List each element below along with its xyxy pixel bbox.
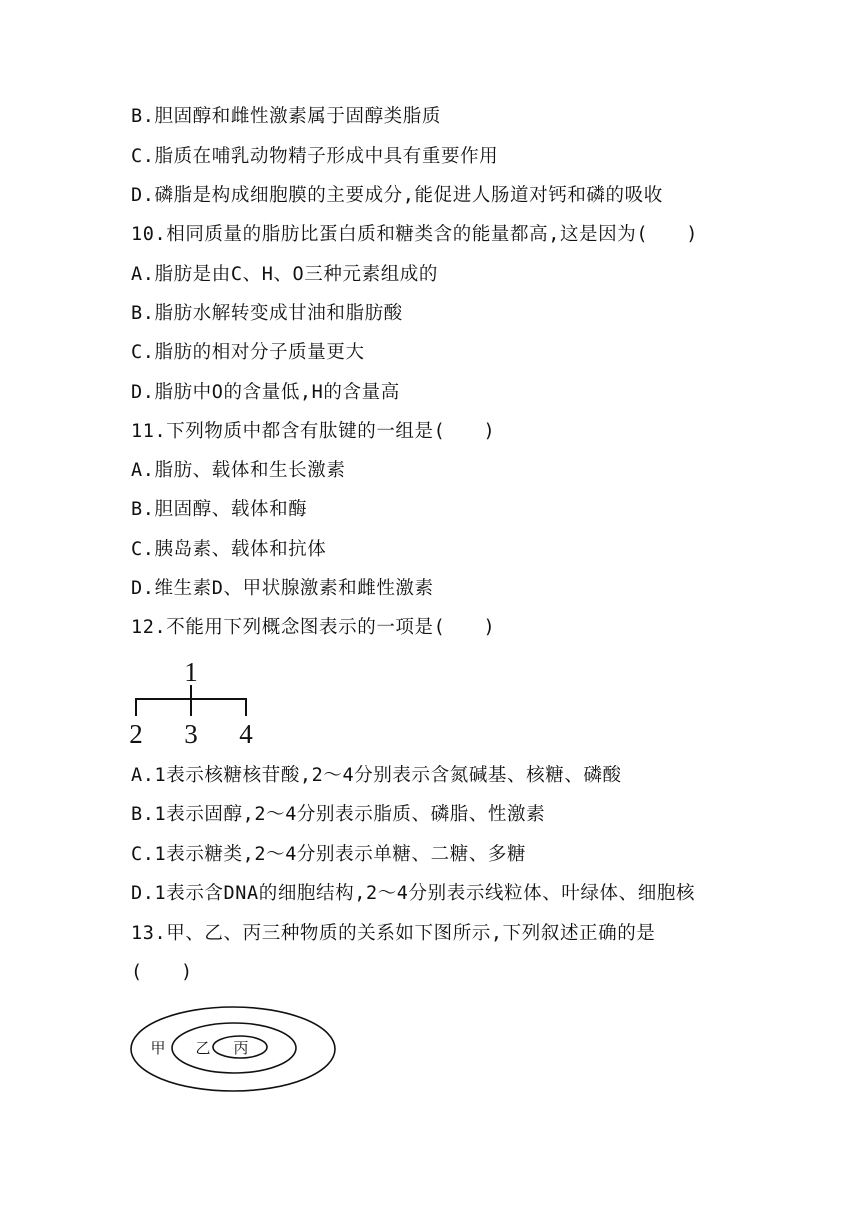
- tree-node-child-1: 2: [129, 719, 143, 749]
- q10-stem: 10.相同质量的脂肪比蛋白质和糖类含的能量都高,这是因为( ): [131, 224, 699, 245]
- q11-option-b: B.胆固醇、载体和酶: [131, 499, 308, 520]
- q9-option-b: B.胆固醇和雌性激素属于固醇类脂质: [131, 106, 441, 127]
- tree-node-top: 1: [184, 657, 198, 687]
- tree-node-child-3: 4: [239, 719, 253, 749]
- q9-option-c: C.脂质在哺乳动物精子形成中具有重要作用: [131, 146, 499, 167]
- q11-option-d: D.维生素D、甲状腺激素和雌性激素: [131, 578, 434, 599]
- q12-option-c: C.1表示糖类,2～4分别表示单糖、二糖、多糖: [131, 844, 527, 865]
- ellipse-label-outer: 甲: [150, 1039, 166, 1057]
- q10-option-c: C.脂肪的相对分子质量更大: [131, 342, 365, 363]
- q10-option-b: B.脂肪水解转变成甘油和脂肪酸: [131, 303, 403, 324]
- q10-option-a: A.脂肪是由C、H、O三种元素组成的: [131, 264, 438, 285]
- tree-node-child-2: 3: [184, 719, 198, 749]
- q11-option-c: C.胰岛素、载体和抗体: [131, 539, 327, 560]
- q11-option-a: A.脂肪、载体和生长激素: [131, 460, 346, 481]
- ellipse-label-inner: 丙: [233, 1039, 249, 1057]
- q12-option-a: A.1表示核糖核苷酸,2～4分别表示含氮碱基、核糖、磷酸: [131, 765, 622, 786]
- q11-stem: 11.下列物质中都含有肽键的一组是( ): [131, 421, 496, 442]
- ellipse-label-middle: 乙: [195, 1039, 211, 1057]
- concept-tree-diagram: [125, 650, 265, 750]
- q12-stem: 12.不能用下列概念图表示的一项是( ): [131, 617, 496, 638]
- q12-option-d: D.1表示含DNA的细胞结构,2～4分别表示线粒体、叶绿体、细胞核: [131, 883, 696, 904]
- nested-ellipse-diagram: [128, 1005, 338, 1095]
- q9-option-d: D.磷脂是构成细胞膜的主要成分,能促进人肠道对钙和磷的吸收: [131, 185, 663, 206]
- q13-answer-bracket: ( ): [131, 962, 193, 983]
- q10-option-d: D.脂肪中O的含量低,H的含量高: [131, 382, 400, 403]
- q12-option-b: B.1表示固醇,2～4分别表示脂质、磷脂、性激素: [131, 804, 546, 825]
- q13-stem: 13.甲、乙、丙三种物质的关系如下图所示,下列叙述正确的是: [131, 923, 656, 944]
